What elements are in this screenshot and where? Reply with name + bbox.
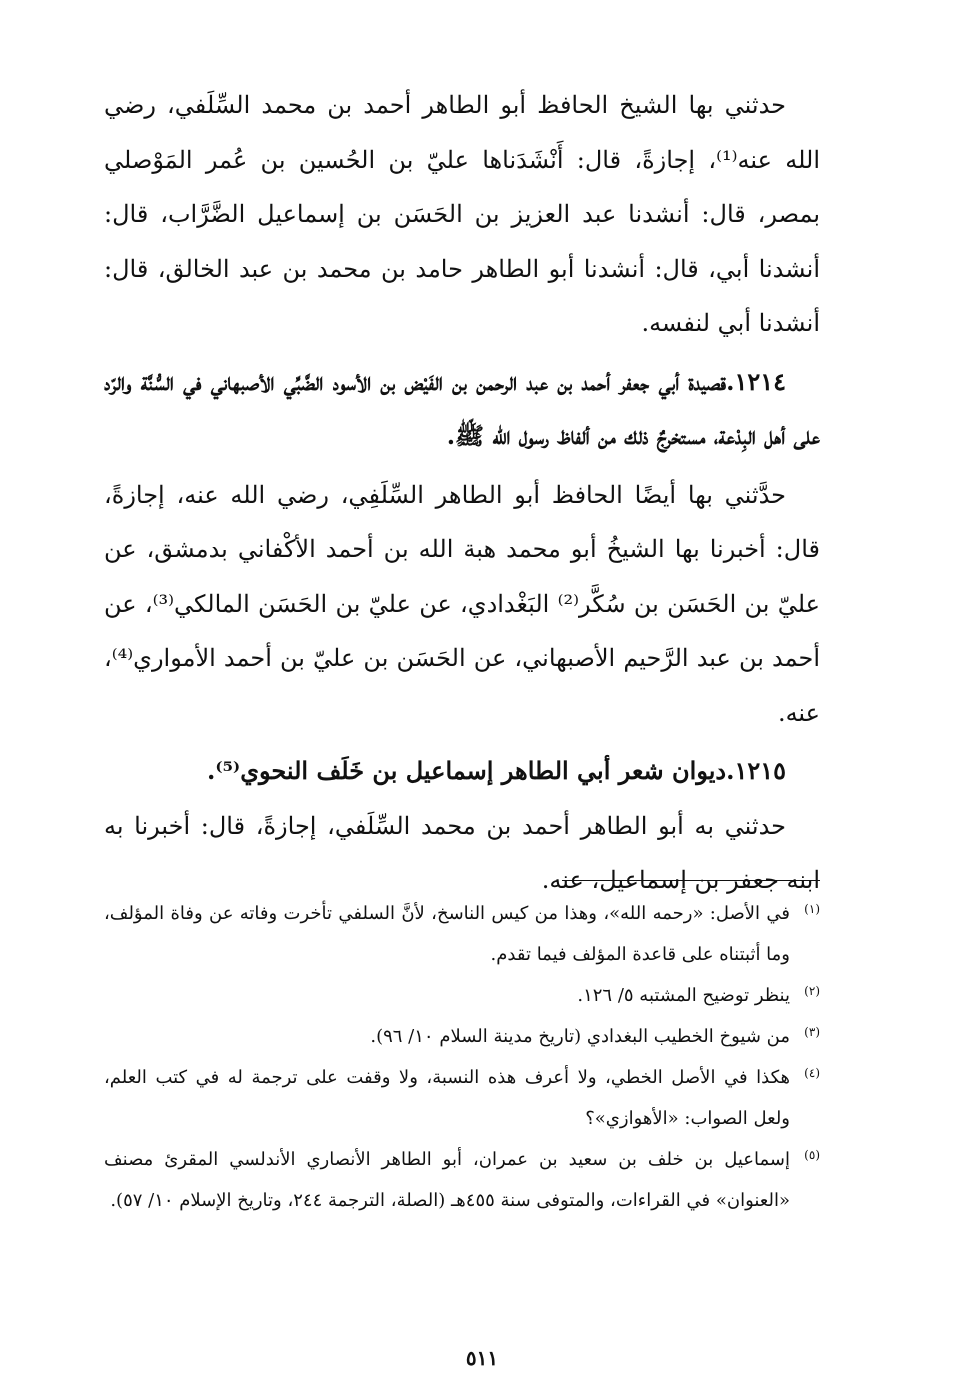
footnote-5 xyxy=(104,1139,820,1221)
footnote-text: من شيوخ الخطيب البغدادي (تاريخ مدينة السلام ١٠/ ٩٦). xyxy=(370,1026,790,1047)
footnote-text: في الأصل: «رحمه الله»، وهذا من كيس الناسخ، لأنَّ السلفي تأخرت وفاته عن وفاة المؤلف، وما أثبتناه على قاعدة المؤلف فيما تقدم. xyxy=(104,903,790,965)
paragraph: حدثني بها الشيخ الحافظ أبو الطاهر أحمد بن محمد السِّلَفي، رضي الله عنه⁽¹⁾، إجازةً، قال: أَنْشَدَناها عليّ بن الحُسين بن عُمر المَوْصلي بمصر، قال: أنشدنا عبد العزيز بن الحَسَن بن إسماعيل الضَّرَّاب، قال: أنشدنا أبي، قال: أنشدنا أبو الطاهر حامد بن محمد بن عبد الخالق، قال: أنشدنا أبي لنفسه. xyxy=(104,91,821,337)
footnote-divider xyxy=(562,880,820,881)
footnote-mark: (٢) xyxy=(804,984,820,998)
main-text xyxy=(104,78,820,908)
paragraph: حدثني به أبو الطاهر أحمد بن محمد السِّلَفي، إجازةً، قال: أخبرنا به ابنه جعفر بن إسماعيل، عنه. xyxy=(104,811,820,894)
footnote-mark: (٤) xyxy=(804,1066,820,1080)
footnote-2 xyxy=(104,975,820,1016)
page-number: ٥١١ xyxy=(465,1346,499,1370)
footnote-mark: (٥) xyxy=(804,1148,820,1162)
footnote-text: هكذا في الأصل الخطي، ولا أعرف هذه النسبة، ولا وقفت على ترجمة له في كتب العلم، ولعل الصواب: «الأهوازي»؟ xyxy=(104,1067,790,1129)
footnote-text: إسماعيل بن خلف بن سعيد بن عمران، أبو الطاهر الأنصاري الأندلسي المقرئ مصنف «العنوان» في القراءات، والمتوفى سنة ٤٥٥هـ (الصلة، الترجمة ٢٤٤، وتاريخ الإسلام ١٠/ ٥٧). xyxy=(104,1149,790,1211)
footnote-4 xyxy=(104,1057,820,1139)
footnote-mark: (٣) xyxy=(804,1025,820,1039)
paragraph: حدَّثني بها أيضًا الحافظ أبو الطاهر السِّلَفِي، رضي الله عنه، إجازةً، قال: أخبرنا بها الشيخُ أبو محمد هبة الله بن أحمد الأكْفاني بدمشق، عن عليّ بن الحَسَن بن سُكَّر⁽²⁾ البَغْدادي، عن عليّ بن الحَسَن المالكي⁽³⁾، عن أحمد بن عبد الرَّحيم الأصبهاني، عن الحَسَن بن عليّ بن أحمد الأمواري⁽⁴⁾، عنه. xyxy=(104,480,821,727)
footnote-text: ينظر توضيح المشتبه ٥/ ١٢٦. xyxy=(577,985,790,1006)
footnote-3 xyxy=(104,1016,820,1057)
footnotes xyxy=(104,893,820,1221)
entry-heading-1215: ١٢١٥.ديوان شعر أبي الطاهر إسماعيل بن خَلَف النحوي⁽⁵⁾. xyxy=(207,756,786,785)
footnote-mark: (١) xyxy=(804,902,820,916)
footnote-1 xyxy=(104,893,820,975)
entry-heading-1214: ١٢١٤.قصيدة أبي جعفر أحمد بن عبد الرحمن بن الفَيْض بن الأسود الضَّبِّي الأصبهاني في السُّنَّة والرّد على أهل البِدْعة، مستخرجٌ ذلك من ألفاظ رسول الله ﷺ. xyxy=(104,366,820,450)
